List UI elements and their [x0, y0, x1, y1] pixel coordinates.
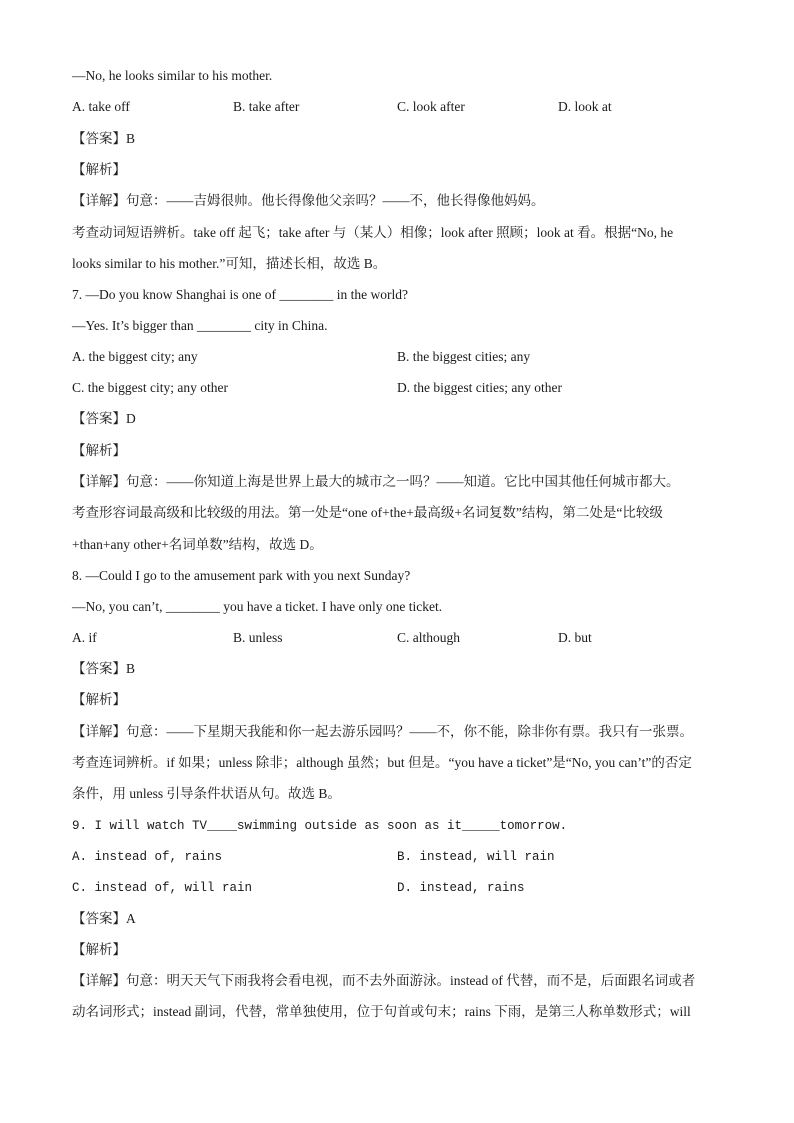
- q7-analysis-label: 【解析】: [72, 443, 126, 458]
- q7-reply: —Yes. It’s bigger than ________ city in China.: [72, 318, 328, 333]
- q6-option-c: C. look after: [397, 99, 465, 114]
- q6-detail-line: 考查动词短语辨析。take off 起飞；take after 与（某人）相像；look after 照顾；look at 看。根据“No, he: [72, 225, 674, 240]
- q8-detail-line: 考查连词辨析。if 如果；unless 除非；although 虽然；but 但是。“you have a ticket”是“No, you can’t”的否定: [72, 755, 692, 770]
- q7-detail-line: 考查形容词最高级和比较级的用法。第一处是“one of+the+最高级+名词复数”结构，第二处是“比较级: [72, 505, 663, 520]
- q7-detail-line: 【详解】句意：——你知道上海是世界上最大的城市之一吗？——知道。它比中国其他任何城市都大。: [72, 474, 680, 489]
- q7-option-d: D. the biggest cities; any other: [397, 380, 562, 395]
- q7-stem: 7. —Do you know Shanghai is one of ________ in the world?: [72, 287, 408, 302]
- q8-reply: —No, you can’t, ________ you have a ticket. I have only one ticket.: [72, 599, 443, 614]
- q8-stem: 8. —Could I go to the amusement park with you next Sunday?: [72, 568, 411, 583]
- q7-answer: 【答案】D: [72, 411, 136, 426]
- q8-detail-line: 条件，用 unless 引导条件状语从句。故选 B。: [72, 786, 341, 801]
- q8-option-d: D. but: [558, 630, 592, 645]
- q8-option-c: C. although: [397, 630, 460, 645]
- q6-option-d: D. look at: [558, 99, 612, 114]
- dialogue-line: —No, he looks similar to his mother.: [72, 68, 273, 83]
- q7-option-a: A. the biggest city; any: [72, 349, 198, 364]
- q8-option-b: B. unless: [233, 630, 283, 645]
- q9-answer: 【答案】A: [72, 911, 136, 926]
- q6-detail-line: looks similar to his mother.”可知，描述长相，故选 B。: [72, 256, 387, 271]
- q9-analysis-label: 【解析】: [72, 942, 126, 957]
- q7-option-c: C. the biggest city; any other: [72, 380, 228, 395]
- q9-stem: 9. I will watch TV____swimming outside as soon as it_____tomorrow.: [72, 819, 568, 833]
- q6-answer: 【答案】B: [72, 131, 136, 146]
- q6-analysis-label: 【解析】: [72, 162, 126, 177]
- q8-analysis-label: 【解析】: [72, 692, 126, 707]
- q9-option-d: D. instead, rains: [397, 881, 525, 895]
- q6-detail-line: 【详解】句意：——吉姆很帅。他长得像他父亲吗？——不，他长得像他妈妈。: [72, 193, 545, 208]
- q7-option-b: B. the biggest cities; any: [397, 349, 531, 364]
- q9-detail-line: 【详解】句意：明天天气下雨我将会看电视，而不去外面游泳。instead of 代替，而不是，后面跟名词或者: [72, 973, 696, 988]
- q9-option-c: C. instead of, will rain: [72, 881, 253, 895]
- q9-option-a: A. instead of, rains: [72, 850, 223, 864]
- q9-detail-line: 动名词形式；instead 副词，代替，常单独使用，位于句首或句末；rains 下雨，是第三人称单数形式；will: [72, 1004, 691, 1019]
- q7-detail-line: +than+any other+名词单数”结构，故选 D。: [72, 537, 323, 552]
- q6-option-b: B. take after: [233, 99, 300, 114]
- q8-option-a: A. if: [72, 630, 97, 645]
- q9-option-b: B. instead, will rain: [397, 850, 555, 864]
- q8-detail-line: 【详解】句意：——下星期天我能和你一起去游乐园吗？——不，你不能，除非你有票。我只有一张票。: [72, 724, 693, 739]
- q6-option-a: A. take off: [72, 99, 130, 114]
- q8-answer: 【答案】B: [72, 661, 136, 676]
